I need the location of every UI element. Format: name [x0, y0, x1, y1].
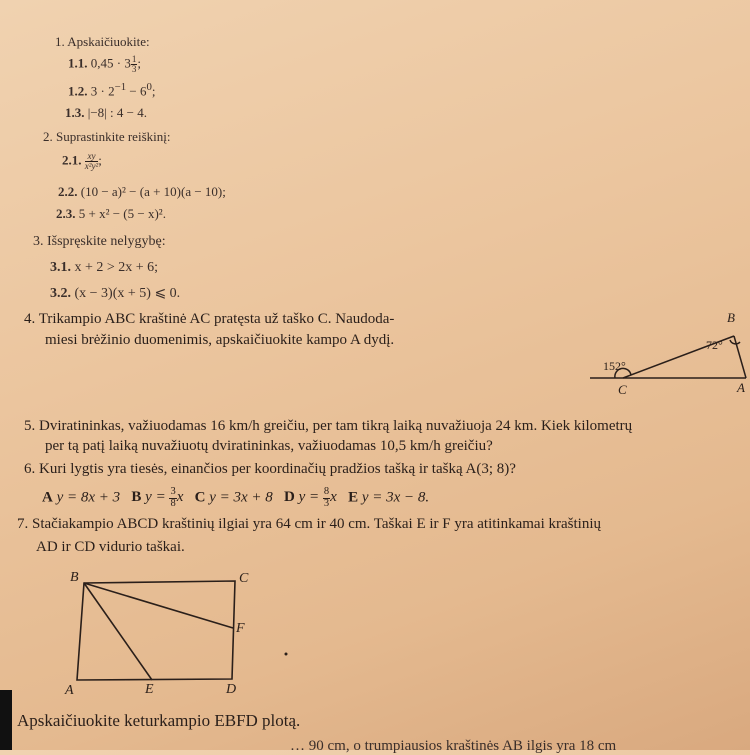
option-c: C y = 3x + 8	[194, 489, 273, 506]
option-a: A y = 8x + 3	[42, 489, 121, 506]
option-e: E y = 3x − 8.	[348, 489, 430, 506]
problem-6-question: 6. Kuri lygtis yra tiesės, einančios per koordinačių pradžios tašką ir tašką A(3; 8)?	[24, 461, 516, 477]
problem-2-title: 2. Suprastinkite reiškinį:	[43, 129, 171, 144]
label-rect-e: E	[145, 682, 154, 697]
problem-1-2: 1.2. $3 \cdot 2^{-1} - 6^0$;	[68, 81, 156, 99]
problem-3-1: 3.1. x + 2 > 2x + 6;	[50, 260, 159, 275]
problem-7-line-2: AD ir CD vidurio taškai.	[36, 539, 185, 555]
problem-4-line-1: 4. Trikampio ABC kraštinė AC pratęsta už taško C. Naudoda-	[24, 311, 395, 327]
option-d: D y = $\frac{8}{3}$ x	[284, 486, 337, 509]
angle-b-label: 72°	[706, 338, 723, 352]
problem-1-title: 1. Apskaičiuokite:	[55, 34, 150, 49]
next-problem-cutoff: … 90 cm, o trumpiausios kraštinės AB ilgis yra 18 cm	[290, 738, 617, 754]
problem-1-1: 1.1. 0,45 · 3 $\frac{1}{3}$ ;	[68, 54, 142, 75]
problem-2-2: 2.2. (10 − a)² − (a + 10)(a − 10);	[58, 184, 226, 199]
problem-5-line-2: per tą patį laiką nuvažiuotų dviratininkas, važiuodamas 10,5 km/h greičiu?	[45, 438, 493, 454]
label-rect-a: A	[65, 683, 74, 698]
problem-4-line-2: miesi brėžinio duomenimis, apskaičiuokite kampo A dydį.	[45, 332, 395, 348]
label-a: A	[737, 380, 745, 395]
rectangle-figure	[77, 581, 235, 680]
segment-bf	[84, 583, 233, 628]
problem-2-3: 2.3. 5 + x² − (5 − x)².	[56, 206, 166, 221]
label-rect-b: B	[70, 570, 79, 585]
problem-3-title: 3. Išspręskite nelygybę:	[33, 234, 166, 249]
option-b: B y = $\frac{3}{8}$ x	[131, 486, 184, 509]
problem-7-question: Apskaičiuokite keturkampio EBFD plotą.	[17, 711, 301, 730]
ink-dot	[285, 653, 288, 656]
segment-be	[84, 583, 152, 680]
problem-5-line-1: 5. Dviratininkas, važiuodamas 16 km/h greičiu, per tam tikrą laiką nuvažiuoja 24 km. Kiek kilometrų	[24, 418, 633, 434]
problem-3-2: 3.2. (x − 3)(x + 5) ⩽ 0.	[50, 286, 181, 301]
label-b: B	[727, 310, 735, 325]
label-c: C	[618, 382, 627, 397]
label-rect-d: D	[226, 682, 237, 697]
problem-6-options	[42, 487, 429, 509]
label-rect-c: C	[239, 571, 249, 586]
problem-1-3: 1.3. |−8| : 4 − 4.	[65, 105, 147, 120]
problem-7-line-1: 7. Stačiakampio ABCD kraštinių ilgiai yra 64 cm ir 40 cm. Taškai E ir F yra atitinkamai kraštinių	[17, 516, 601, 532]
label-rect-f: F	[236, 621, 245, 636]
rectangle-abcd	[77, 581, 235, 680]
angle-c-label: 152°	[603, 359, 626, 373]
problem-2-1: 2.1. $\frac{xy}{\text{x²y²}}$;	[62, 151, 102, 172]
